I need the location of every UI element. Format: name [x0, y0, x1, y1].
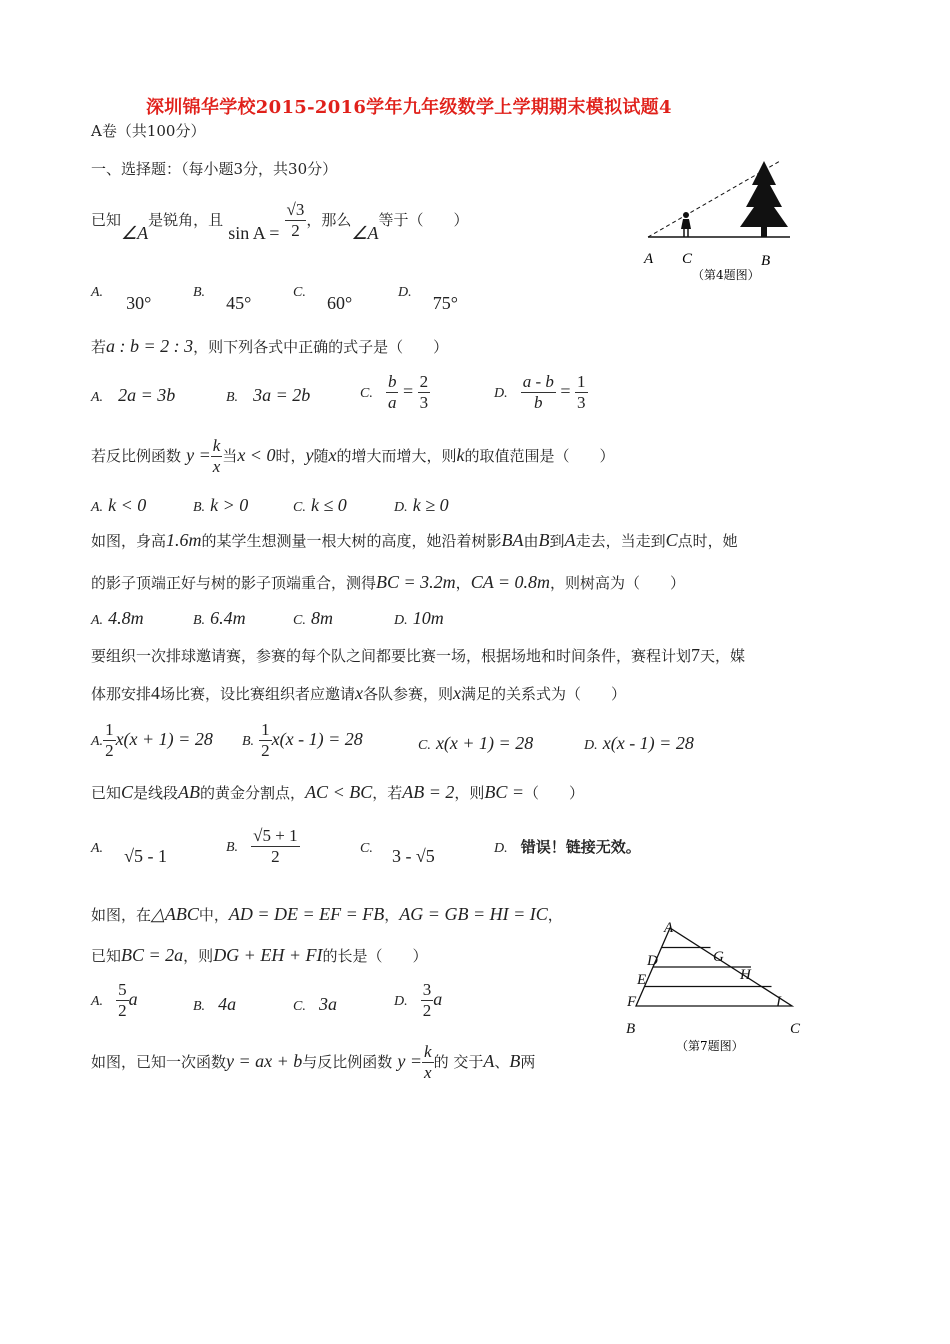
question-7-option-a[interactable]: A. $\frac{5}{2}$ a [91, 980, 138, 1020]
fraction: $\frac{√3}{2}$ [286, 200, 305, 240]
figure-caption: （第7题图） [676, 1039, 744, 1053]
label-f: F [627, 994, 637, 1010]
question-3-option-d[interactable]: D. k ≥ 0 [394, 495, 449, 515]
question-5-line-2: 体那安排4场比赛，设比赛组织者应邀请x各队参赛，则x满足的关系式为（ ） [91, 683, 627, 703]
question-7-option-c[interactable]: C. 3a [293, 994, 337, 1014]
label-e: E [637, 972, 647, 988]
question-1-stem: 已知∠A是锐角，且 sin A = $\frac{√3}{2}$ ，那么∠A等于（ ） [91, 200, 469, 243]
label-d: D [647, 953, 658, 969]
question-2-stem: 若a : b = 2 : 3，则下列各式中正确的式子是（ ） [91, 336, 449, 356]
question-4-line-2: 的影子顶端正好与树的影子顶端重合，测得BC = 3.2m，CA = 0.8m，则树高为（ ） [91, 572, 686, 592]
label-a: A [664, 920, 674, 936]
section-label: A卷（共100分） [91, 122, 206, 140]
question-1-option-b[interactable]: B. 45° [193, 285, 252, 313]
question-8-stem: 如图，已知一次函数y = ax + b与反比例函数 y = $\frac{k}{x}$ 的 交于A、B两 [91, 1042, 536, 1082]
question-2-option-c[interactable]: C. $\frac{b}{a}$ = $\frac{2}{3}$ [360, 372, 429, 412]
question-3-stem: 若反比例函数 y = $\frac{k}{x}$ 当x < 0时，y随x的增大而增大，则k的取值范围是（ ） [91, 436, 615, 476]
label-c: C [790, 1021, 801, 1037]
tree-icon [740, 161, 788, 237]
question-4-option-a[interactable]: A. 4.8m [91, 608, 144, 628]
part-heading: 一、选择题：（每小题3分，共30分） [91, 160, 338, 178]
question-4-option-d[interactable]: D. 10m [394, 608, 444, 628]
question-5-option-b[interactable]: B. $\frac{1}{2}$ x(x - 1) = 28 [242, 720, 363, 760]
label-b: B [626, 1021, 636, 1037]
question-1-option-a[interactable]: A. 30° [91, 285, 152, 313]
label-h: H [740, 967, 751, 983]
question-7-option-b[interactable]: B. 4a [193, 994, 237, 1014]
question-6-option-a[interactable]: A. √5 - 1 [91, 841, 168, 866]
question-7-line-2: 已知BC = 2a，则DG + EH + FI的长是（ ） [91, 945, 428, 965]
figure-q4 [630, 155, 805, 290]
label-a: A [644, 251, 654, 267]
figure-caption: （第4题图） [692, 268, 760, 282]
question-1-option-d[interactable]: D. 75° [398, 285, 458, 313]
question-2-option-b[interactable]: B. 3a = 2b [226, 385, 311, 405]
question-6-option-c[interactable]: C. 3 - √5 [360, 841, 435, 866]
question-7-line-1: 如图，在△ABC中，AD = DE = EF = FB，AG = GB = HI = IC， [91, 904, 563, 924]
question-3-option-a[interactable]: A. k < 0 [91, 495, 147, 515]
figure-q7 [620, 918, 815, 1058]
page-title: 深圳锦华学校2015-2016学年九年级数学上学期期末模拟试题4 [146, 97, 672, 118]
question-1-option-c[interactable]: C. 60° [293, 285, 353, 313]
label-g: G [713, 949, 724, 965]
question-5-line-1: 要组织一次排球邀请赛，参赛的每个队之间都要比赛一场，根据场地和时间条件，赛程计划7天，媒 [91, 645, 746, 665]
question-4-line-1: 如图，身高1.6m的某学生想测量一根大树的高度，她沿着树影BA由B到A走去，当走到C点时，她 [91, 530, 738, 550]
question-2-option-a[interactable]: A. 2a = 3b [91, 385, 176, 405]
question-2-option-d[interactable]: D. $\frac{a - b}{b}$ = $\frac{1}{3}$ [494, 372, 586, 412]
question-3-option-c[interactable]: C. k ≤ 0 [293, 495, 347, 515]
question-6-stem: 已知C是线段AB的黄金分割点，AC < BC，若AB = 2，则BC =（ ） [91, 782, 585, 802]
question-4-option-c[interactable]: C. 8m [293, 608, 333, 628]
label-b: B [761, 253, 771, 269]
question-3-option-b[interactable]: B. k > 0 [193, 495, 249, 515]
label-c: C [682, 251, 693, 267]
question-5-option-c[interactable]: C. x(x + 1) = 28 [418, 733, 534, 753]
question-5-option-a[interactable]: A. $\frac{1}{2}$ x(x + 1) = 28 [91, 720, 213, 760]
question-6-option-b[interactable]: B. $\frac{√5 + 1}{2}$ [226, 826, 298, 866]
question-4-option-b[interactable]: B. 6.4m [193, 608, 246, 628]
label-i: I [776, 994, 781, 1010]
person-icon [681, 212, 691, 237]
question-6-option-d[interactable]: D. 错误！链接无效。 [494, 838, 641, 856]
question-5-option-d[interactable]: D. x(x - 1) = 28 [584, 733, 694, 753]
question-7-option-d[interactable]: D. $\frac{3}{2}$ a [394, 980, 443, 1020]
